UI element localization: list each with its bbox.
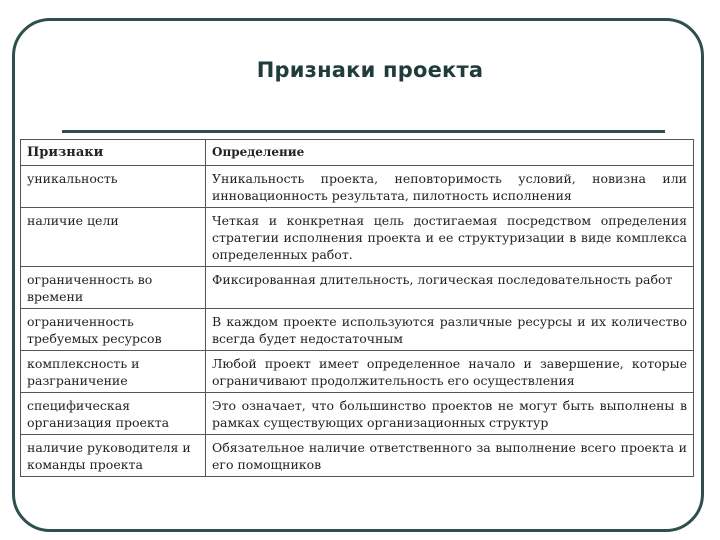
definition-cell: Это означает, что большинство проектов не могут быть выполнены в рамках существующих организационных структур: [206, 393, 694, 435]
definition-cell: Любой проект имеет определенное начало и завершение, которые ограничивают продолжительность его осуществления: [206, 351, 694, 393]
features-table: [20, 139, 694, 477]
header-features: Признаки: [21, 140, 206, 166]
feature-cell: ограниченность во времени: [21, 267, 206, 309]
definition-cell: Фиксированная длительность, логическая последовательность работ: [206, 267, 694, 309]
feature-cell: наличие цели: [21, 208, 206, 267]
feature-cell: ограниченность требуемых ресурсов: [21, 309, 206, 351]
definition-cell: В каждом проекте используются различные ресурсы и их количество всегда будет недостаточным: [206, 309, 694, 351]
table-row: [21, 166, 694, 208]
table-row: [21, 351, 694, 393]
title-divider: [62, 130, 665, 133]
table-row: [21, 309, 694, 351]
table-row: [21, 393, 694, 435]
feature-cell: наличие руководителя и команды проекта: [21, 435, 206, 477]
table-row: [21, 435, 694, 477]
header-definition: Определение: [206, 140, 694, 166]
table-row: [21, 267, 694, 309]
definition-cell: Обязательное наличие ответственного за выполнение всего проекта и его помощников: [206, 435, 694, 477]
feature-cell: уникальность: [21, 166, 206, 208]
slide-title: Признаки проекта: [256, 58, 484, 82]
definition-cell: Уникальность проекта, неповторимость условий, новизна или инновационность результата, пилотность исполнения: [206, 166, 694, 208]
definition-cell: Четкая и конкретная цель достигаемая посредством определения стратегии исполнения проекта и ее структуризации в виде комплекса определенных работ.: [206, 208, 694, 267]
feature-cell: комплексность и разграничение: [21, 351, 206, 393]
feature-cell: специфическая организация проекта: [21, 393, 206, 435]
table-header-row: [21, 140, 694, 166]
table-row: [21, 208, 694, 267]
